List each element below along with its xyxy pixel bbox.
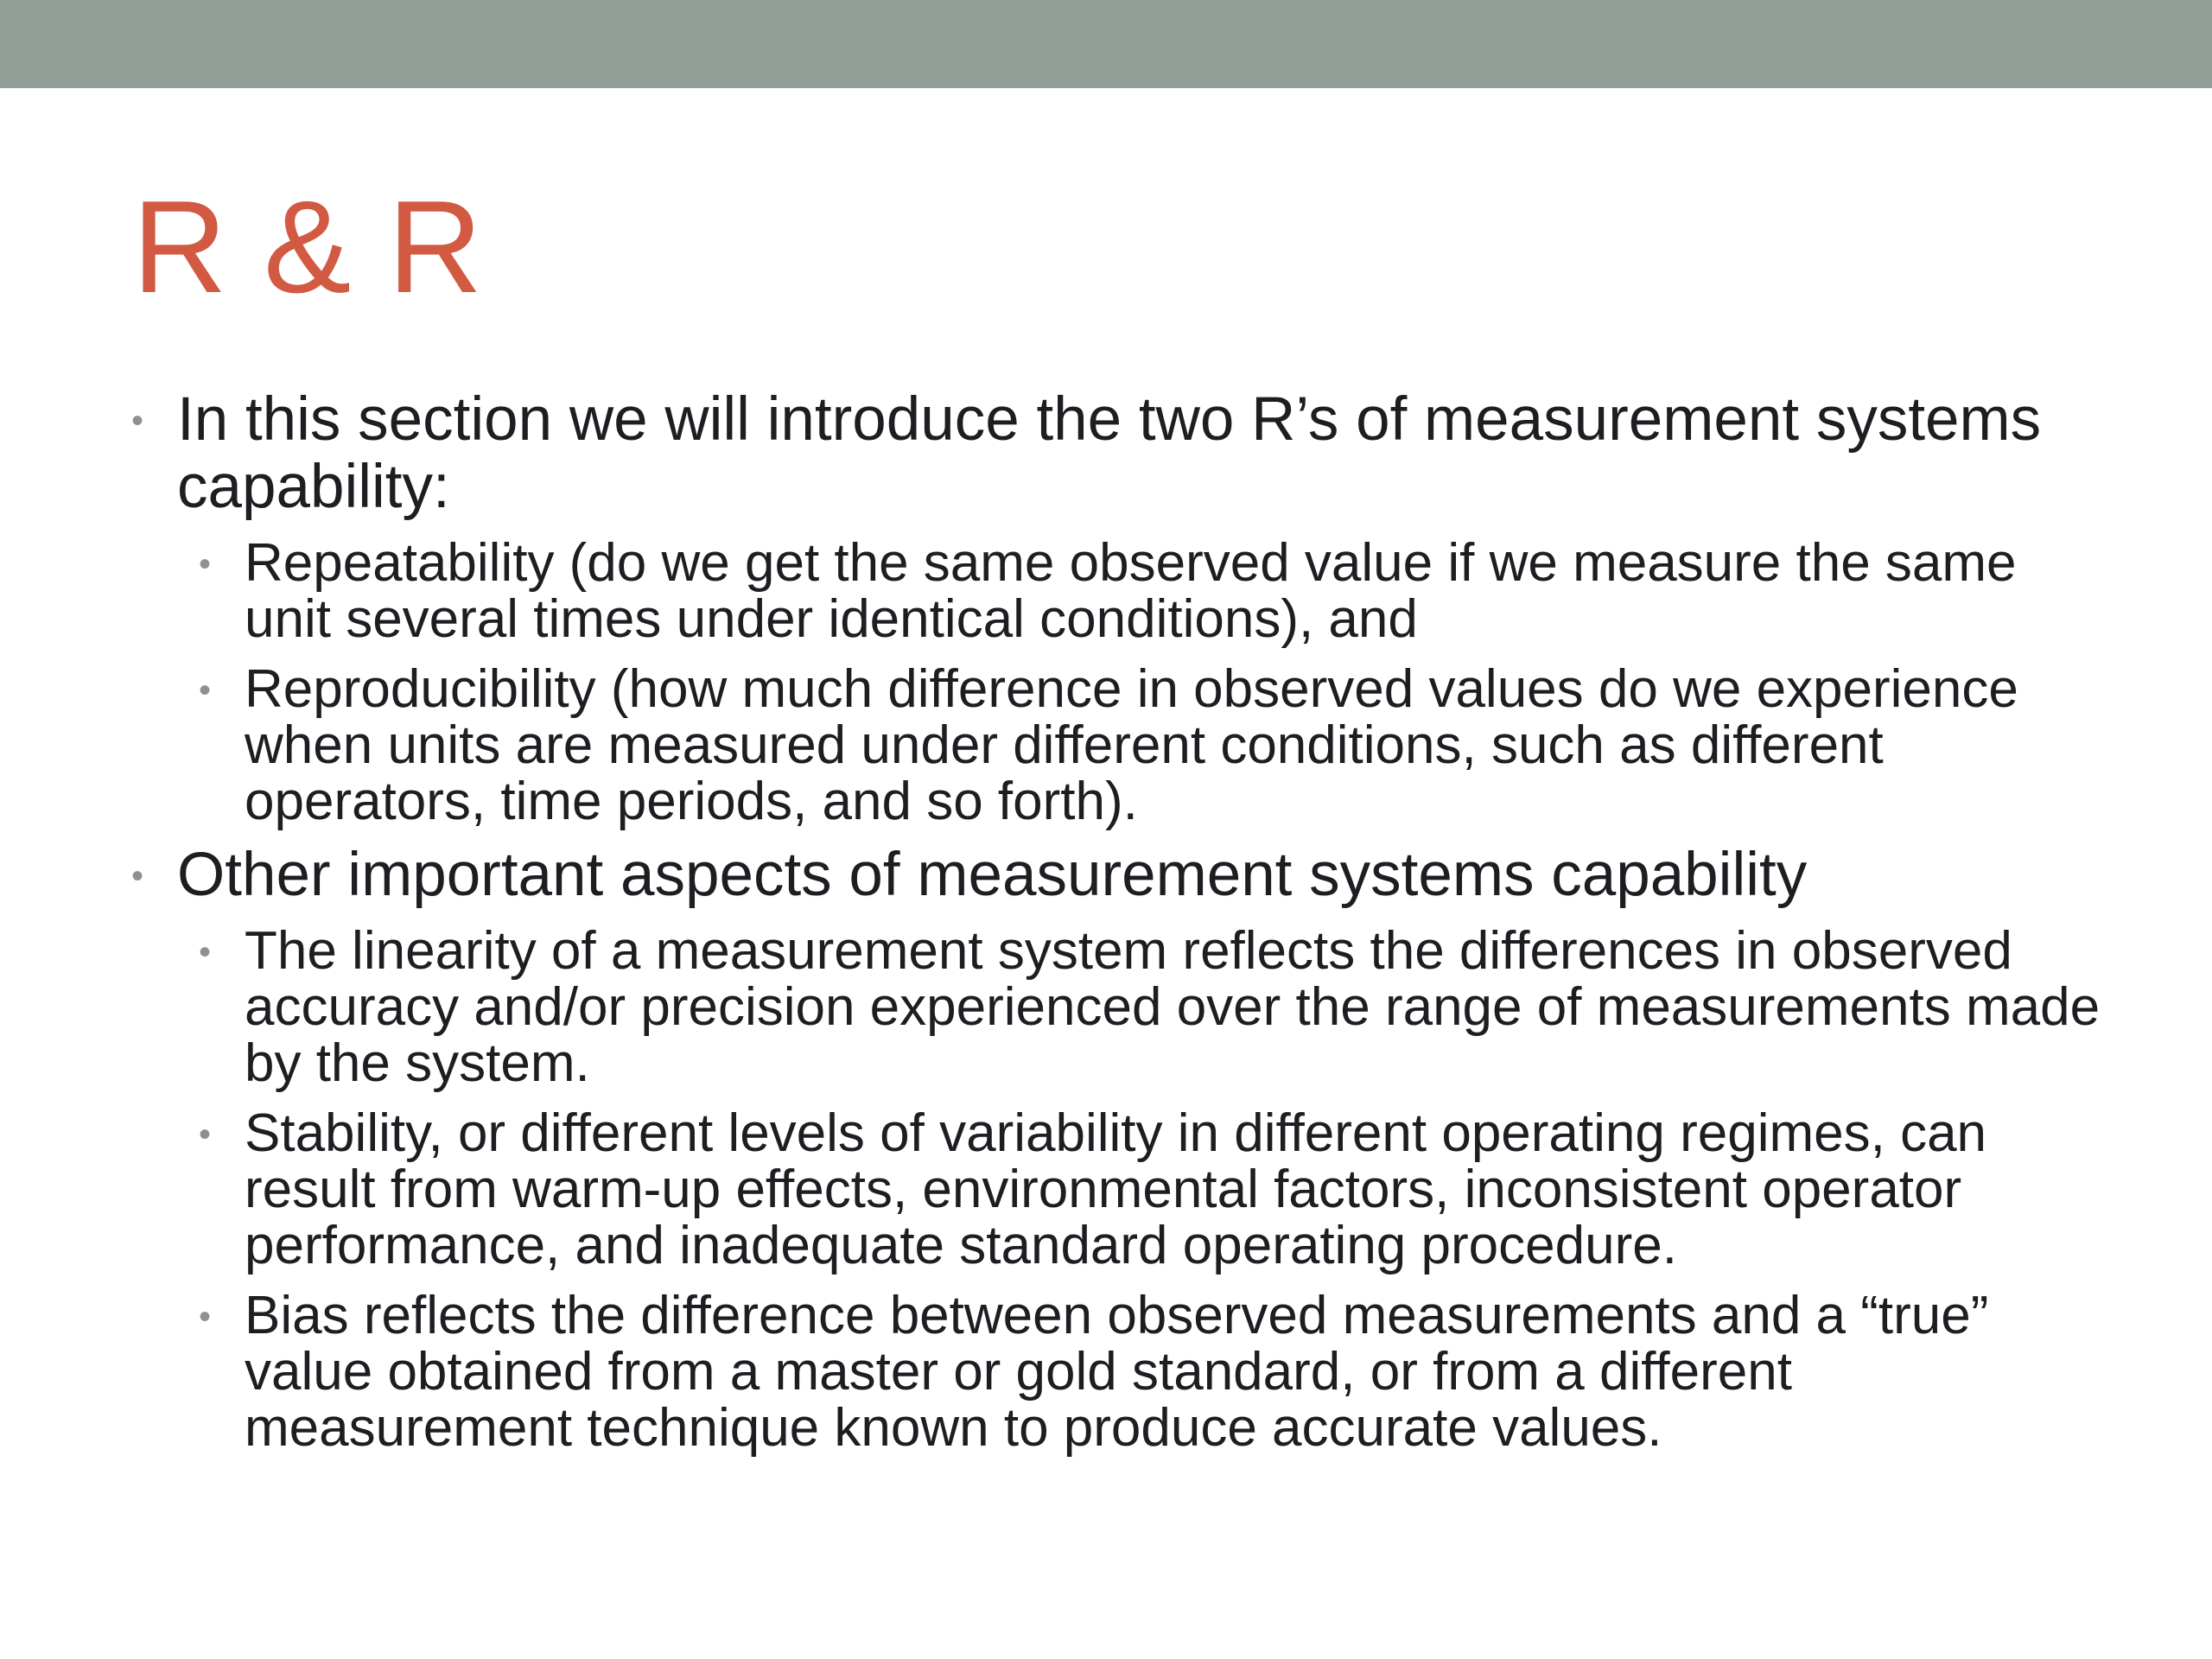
sub-bullet-text: Repeatability (do we get the same observed value if we measure the same unit several times under identical conditions), and xyxy=(245,533,2017,649)
bullet-dot-icon: • xyxy=(199,545,212,583)
sub-bullet-bias xyxy=(130,1287,2117,1456)
bullet-dot-icon: • xyxy=(199,1116,212,1154)
bullet-dot-icon: • xyxy=(199,1298,212,1336)
slide-header-band xyxy=(0,0,2212,88)
bullet-item-other-aspects xyxy=(130,842,2117,909)
bullet-text: Other important aspects of measurement systems capability xyxy=(177,841,1808,909)
sub-bullet-text: Reproducibility (how much difference in observed values do we experience when units are measured under different conditions, such as different operators, time periods, and so forth). xyxy=(245,659,2018,831)
sub-bullet-repeatability xyxy=(130,535,2117,647)
slide-body xyxy=(130,386,2117,1456)
bullet-text: In this section we will introduce the two R’s of measurement systems capability: xyxy=(177,385,2042,521)
bullet-dot-icon: • xyxy=(199,933,212,971)
sub-bullet-text: The linearity of a measurement system reflects the differences in observed accuracy and/or precision experienced over the range of measurements made by the system. xyxy=(245,921,2101,1093)
bullet-dot-icon: • xyxy=(131,857,144,895)
sub-bullet-text: Stability, or different levels of variability in different operating regimes, can result from warm-up effects, environmental factors, inconsistent operator performance, and inadequate standard operating procedure. xyxy=(245,1103,1987,1275)
bullet-item-two-rs xyxy=(130,386,2117,521)
sub-bullet-text: Bias reflects the difference between observed measurements and a “true” value obtained from a master or gold standard, or from a different measurement technique known to produce accurate values. xyxy=(245,1286,1989,1458)
bullet-dot-icon: • xyxy=(131,402,144,440)
bullet-dot-icon: • xyxy=(199,671,212,709)
slide-title: R & R xyxy=(132,174,483,321)
sub-bullet-reproducibility xyxy=(130,661,2117,830)
sub-bullet-linearity xyxy=(130,923,2117,1091)
sub-bullet-stability xyxy=(130,1105,2117,1274)
